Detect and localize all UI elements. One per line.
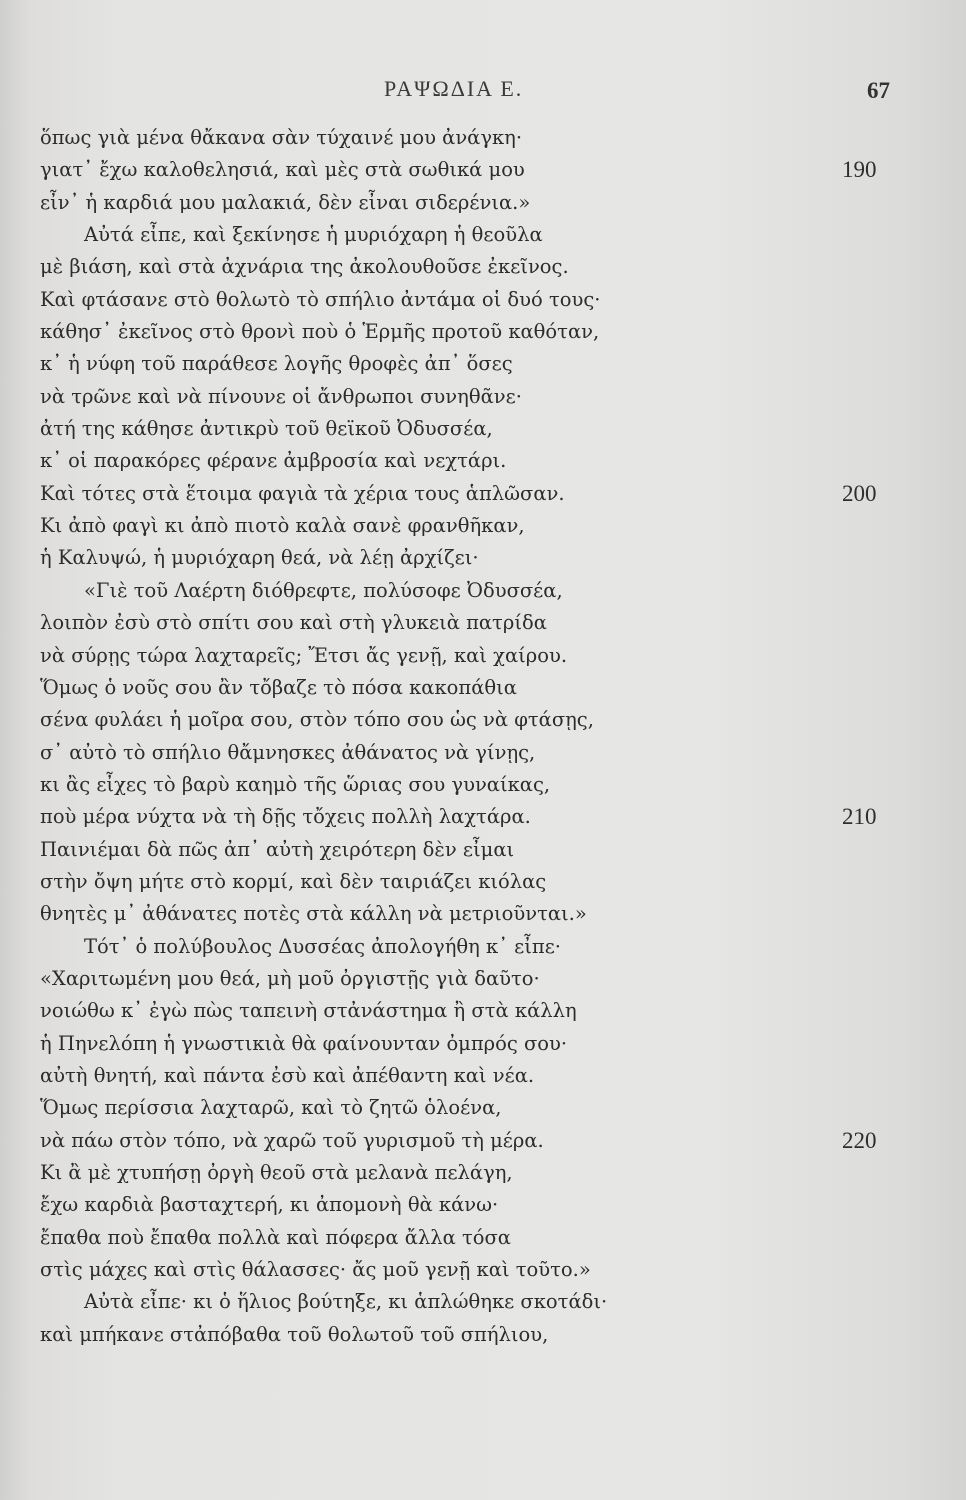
verse-line: [40, 801, 900, 833]
verse-line: [40, 1060, 900, 1092]
verse-line-text: Κι ἂ μὲ χτυπήσῃ ὀργὴ θεοῦ στὰ μελανὰ πελάγη,: [40, 1161, 513, 1184]
verse-line-text: νοιώθω κ᾽ ἐγὼ πὼς ταπεινὴ στἀνάστημα ἢ στὰ κάλλη: [40, 999, 577, 1023]
verse-line-text: εἶν᾽ ἡ καρδιά μου μαλακιά, δὲν εἶναι σιδερένια.»: [40, 190, 531, 214]
verse-line: [40, 1286, 900, 1318]
verse-line-text: Κι ἀπὸ φαγὶ κι ἀπὸ πιοτὸ καλὰ σανὲ φρανθῆκαν,: [40, 514, 525, 538]
verse-line-text: ἀτή της κάθησε ἀντικρὺ τοῦ θεϊκοῦ Ὀδυσσέα,: [40, 417, 493, 441]
verse-line: [40, 995, 900, 1027]
verse-line: [40, 769, 900, 801]
verse-line-text: στὶς μάχες καὶ στὶς θάλασσες· ἄς μοῦ γενῇ καὶ τοῦτο.»: [40, 1258, 591, 1282]
verse-line: [40, 1028, 900, 1060]
verse-line: [40, 963, 900, 995]
verse-line-text: «Γιὲ τοῦ Λαέρτη διόθρεφτε, πολύσοφε Ὀδυσσέα,: [84, 578, 563, 602]
verse-line: [40, 704, 900, 736]
verse-line: [40, 284, 900, 316]
verse-line-text: ἔχω καρδιὰ βασταχτερή, κι ἀπομονὴ θὰ κάνω·: [40, 1193, 499, 1217]
verse-line-text: ὅπως γιὰ μένα θἄκανα σὰν τύχαινέ μου ἀνάγκη·: [40, 126, 523, 149]
verse-line-text: νὰ πάω στὸν τόπο, νὰ χαρῶ τοῦ γυρισμοῦ τὴ μέρα.: [40, 1128, 544, 1152]
verse-line: [40, 122, 900, 154]
verse-line-text: Αὐτὰ εἶπε· κι ὁ ἥλιος βούτηξε, κι ἁπλώθηκε σκοτάδι·: [84, 1290, 608, 1314]
verse-line-text: κ᾽ οἱ παρακόρες φέρανε ἀμβροσία καὶ νεχτάρι.: [40, 449, 507, 473]
verse-line: [40, 1125, 900, 1157]
verse-line-text: γιατ᾽ ἔχω καλοθελησιά, καὶ μὲς στὰ σωθικά μου: [40, 158, 525, 182]
verse-line: [40, 348, 900, 380]
verse-line-text: ἡ Πηνελόπη ἡ γνωστικιὰ θὰ φαίνουνταν ὀμπρός σου·: [40, 1031, 568, 1055]
verse-line: [40, 154, 900, 186]
verse-line-text: σ᾽ αὐτὸ τὸ σπήλιο θἄμνησκες ἀθάνατος νὰ γίνῃς,: [40, 740, 536, 764]
line-number: 220: [842, 1127, 877, 1153]
verse-line: [40, 737, 900, 769]
verse-line-text: μὲ βιάση, καὶ στὰ ἀχνάρια της ἀκολουθοῦσε ἐκεῖνος.: [40, 255, 569, 279]
verse-line-text: λοιπὸν ἐσὺ στὸ σπίτι σου καὶ στὴ γλυκειὰ πατρίδα: [40, 611, 547, 635]
verse-line: [40, 931, 900, 963]
verse-line: [40, 672, 900, 704]
verse-line: [40, 510, 900, 542]
verse-line: [40, 640, 900, 672]
verse-line: [40, 1189, 900, 1221]
verse-line-text: κι ἂς εἶχες τὸ βαρὺ καημὸ τῆς ὥριας σου γυναίκας,: [40, 772, 551, 796]
line-number: 200: [842, 480, 877, 506]
verse-line-text: ποὺ μέρα νύχτα νὰ τὴ δῇς τὄχεις πολλὴ λαχτάρα.: [40, 805, 531, 829]
verse-line-text: κάθησ᾽ ἐκεῖνος στὸ θρονὶ ποὺ ὁ Ἑρμῆς προτοῦ καθόταν,: [40, 320, 600, 344]
verse-line-text: ἡ Καλυψώ, ἡ μυριόχαρη θεά, νὰ λέῃ ἀρχίζει·: [40, 546, 479, 570]
verse-line: [40, 575, 900, 607]
verse-line: [40, 251, 900, 283]
page-number: 67: [867, 78, 890, 103]
verse-line-text: κ᾽ ἡ νύφη τοῦ παράθεσε λογῆς θροφὲς ἀπ᾽ ὅσες: [40, 352, 513, 376]
verse-line-text: νὰ τρῶνε καὶ νὰ πίνουνε οἱ ἄνθρωποι συνηθᾶνε·: [40, 384, 522, 408]
verse-line-text: στὴν ὄψη μήτε στὸ κορμί, καὶ δὲν ταιριάζει κιόλας: [40, 869, 547, 893]
verse-line-text: «Χαριτωμένη μου θεά, μὴ μοῦ ὀργιστῇς γιὰ δαῦτο·: [40, 966, 540, 990]
verse-line: [40, 607, 900, 639]
verse-line-text: αὐτὴ θνητή, καὶ πάντα ἐσὺ καὶ ἀπέθαντη καὶ νέα.: [40, 1063, 535, 1087]
verse-line: [40, 316, 900, 348]
verse-line-text: Αὐτά εἶπε, καὶ ξεκίνησε ἡ μυριόχαρη ἡ θεοῦλα: [84, 223, 543, 247]
verse-line: [40, 898, 900, 930]
verse-line-text: Καὶ φτάσανε στὸ θολωτὸ τὸ σπήλιο ἀντάμα οἱ δυό τους·: [40, 287, 601, 311]
verse-line-text: καὶ μπήκανε στἀπόβαθα τοῦ θολωτοῦ τοῦ σπήλιου,: [40, 1322, 549, 1346]
verse-line-text: ἔπαθα ποὺ ἔπαθα πολλὰ καὶ πόφερα ἄλλα τόσα: [40, 1225, 511, 1249]
verse-line-text: νὰ σύρῃς τώρα λαχταρεῖς; Ἔτσι ἄς γενῇ, καὶ χαίρου.: [40, 643, 568, 667]
verse-text: [40, 122, 900, 1351]
verse-line: [40, 1222, 900, 1254]
verse-line: [40, 1254, 900, 1286]
verse-line-text: σένα φυλάει ἡ μοῖρα σου, στὸν τόπο σου ὡς νὰ φτάσῃς,: [40, 708, 594, 732]
verse-line-text: Ὅμως ὁ νοῦς σου ἂν τὄβαζε τὸ πόσα κακοπάθια: [40, 675, 517, 699]
verse-line: [40, 381, 900, 413]
verse-line: [40, 866, 900, 898]
verse-line: [40, 187, 900, 219]
verse-line-text: Τότ᾽ ὁ πολύβουλος Δυσσέας ἀπολογήθη κ᾽ εἶπε·: [84, 934, 562, 958]
verse-line: [40, 1319, 900, 1351]
verse-line: [40, 478, 900, 510]
running-title: ΡΑΨΩΔΙΑ Ε.: [384, 76, 524, 101]
verse-line: [40, 1092, 900, 1124]
verse-line-text: Καὶ τότες στὰ ἕτοιμα φαγιὰ τὰ χέρια τους ἁπλῶσαν.: [40, 481, 565, 505]
verse-line-text: Παινιέμαι δὰ πῶς ἀπ᾽ αὐτὴ χειρότερη δὲν εἶμαι: [40, 837, 515, 861]
line-number: 210: [842, 804, 877, 830]
verse-line: [40, 445, 900, 477]
line-number: 190: [842, 157, 877, 183]
page-header: [0, 76, 966, 106]
verse-line-text: Ὅμως περίσσια λαχταρῶ, καὶ τὸ ζητῶ ὁλοένα,: [40, 1096, 502, 1120]
verse-line: [40, 413, 900, 445]
verse-line: [40, 219, 900, 251]
verse-line-text: θνητὲς μ᾽ ἀθάνατες ποτὲς στὰ κάλλη νὰ μετριοῦνται.»: [40, 902, 587, 926]
verse-line: [40, 542, 900, 574]
verse-line: [40, 1157, 900, 1189]
verse-line: [40, 834, 900, 866]
